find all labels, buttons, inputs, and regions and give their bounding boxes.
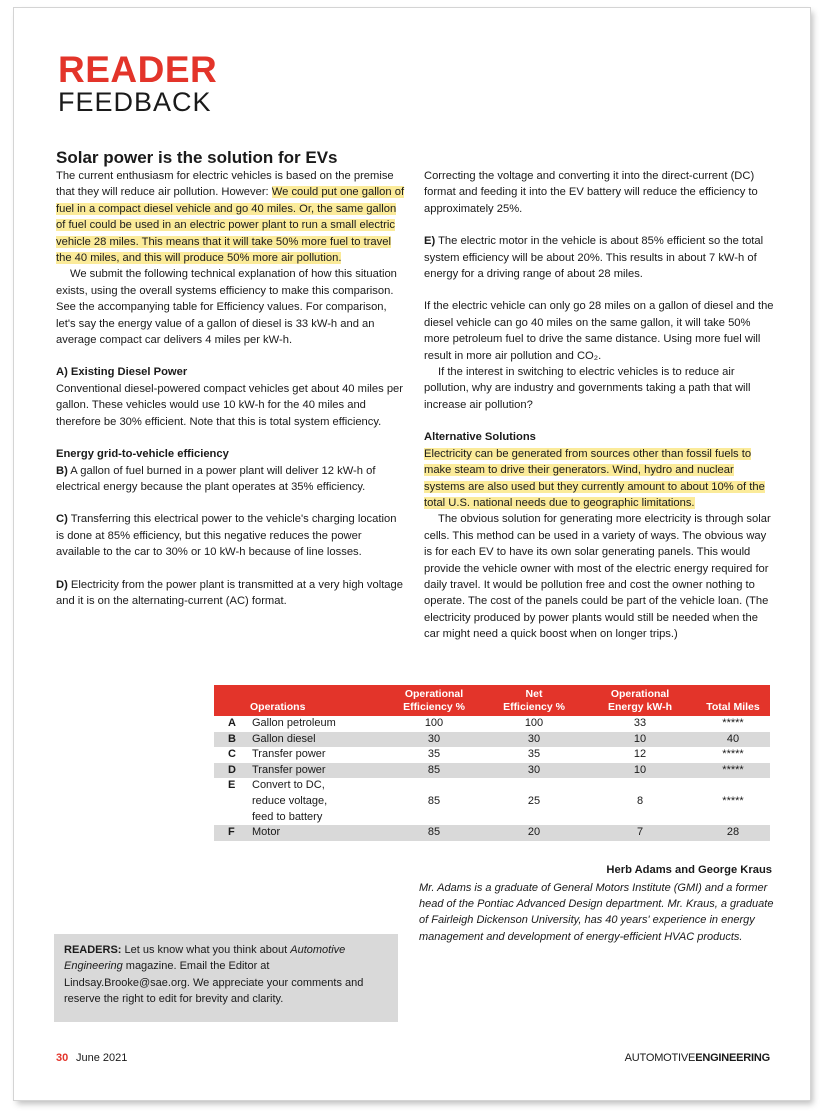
publication-brand — [614, 1052, 770, 1064]
row-op-eff: 30 — [384, 732, 484, 748]
label-e: E) — [424, 235, 436, 248]
row-miles: ***** — [722, 794, 744, 807]
intro-text: The current enthusiasm for electric vehicles is based on the premise that they will reduce air pollution. However: — [56, 170, 394, 199]
intro-paragraph — [56, 168, 406, 266]
brand-bold: ENGINEERING — [695, 1052, 770, 1064]
left-column — [56, 168, 406, 609]
paragraph-e — [424, 233, 774, 282]
readers-text-2: magazine. Email the Editor at Lindsay.Brooke@sae.org. We appreciate your comments and reserve the right to edit for brevity and clarity. — [64, 960, 364, 1006]
row-op-eff: 85 — [384, 825, 484, 841]
author-bio: Mr. Adams is a graduate of General Motors Institute (GMI) and a former head of the Pontiac Advanced Design department. Mr. Kraus, a graduate of Fairleigh Dickenson University, has 40 years' experience in energy management and development of energy-efficient HVAC products. — [419, 882, 774, 943]
row-net-eff: 20 — [484, 825, 584, 841]
section-header-feedback: FEEDBACK — [58, 87, 212, 117]
paragraph-d-continued: Correcting the voltage and converting it into the direct-current (DC) format and feeding it into the EV battery will reduce the efficiency to approximately 25%. — [424, 170, 758, 215]
row-energy: 12 — [633, 748, 647, 761]
row-key: F — [214, 825, 248, 841]
row-net-eff: 100 — [524, 717, 544, 729]
table-row — [214, 732, 770, 748]
readers-label: READERS: — [64, 944, 122, 956]
header-net-eff-line1: Net — [525, 688, 543, 700]
row-energy: 8 — [636, 794, 644, 807]
row-operation-line1: Convert to DC, — [252, 779, 325, 792]
magazine-page — [14, 8, 810, 1100]
header-total-miles — [696, 685, 770, 716]
paragraph-alternative — [424, 446, 774, 512]
row-operation-line2: reduce voltage, — [252, 794, 328, 807]
header-op-energy-line2: Energy kW-h — [608, 701, 672, 713]
row-net-eff: 30 — [484, 732, 584, 748]
text-b: A gallon of fuel burned in a power plant will deliver 12 kW-h of electrical energy because the plant operates at 35% efficiency. — [56, 464, 376, 493]
row-op-eff: 100 — [424, 717, 444, 729]
paragraph-c — [56, 511, 406, 560]
row-operation: Gallon diesel — [248, 732, 384, 748]
highlighted-alternative-text: Electricity can be generated from sources other than fossil fuels to make steam to drive their generators. Wind, hydro and nuclear systems are also used but they currently amount to about 10% of the total U.S. national needs due to geographic limitations. — [424, 447, 765, 509]
row-key: C — [228, 748, 236, 761]
text-e: The electric motor in the vehicle is about 85% efficient so the total system efficiency will be about 20%. This results in about 7 kW-h of energy for a driving range of about 28 miles. — [424, 235, 764, 281]
text-d: Electricity from the power plant is transmitted at a very high voltage and it is on the alternating-current (AC) format. — [56, 578, 403, 607]
issue-date: June 2021 — [76, 1052, 128, 1064]
row-miles: ***** — [722, 717, 744, 729]
table-row — [214, 716, 770, 732]
row-key: B — [214, 732, 248, 748]
header-net-efficiency — [484, 685, 584, 716]
text-c: Transferring this electrical power to the vehicle's charging location is done at 85% efficiency, but this negative reduces the power available to the car to 30% or 10 kW-h because of line losses. — [56, 513, 397, 559]
row-net-eff: 35 — [527, 748, 541, 761]
table-row — [214, 763, 770, 779]
readers-text-1: Let us know what you think about — [121, 944, 291, 956]
row-net-eff: 30 — [484, 763, 584, 779]
paragraph-b — [56, 463, 406, 496]
row-operation — [248, 778, 384, 825]
row-key: A — [228, 717, 236, 729]
row-key: D — [214, 763, 248, 779]
header-op-energy-line1: Operational — [610, 688, 670, 700]
header-operational-efficiency — [384, 685, 484, 716]
row-energy: 10 — [584, 732, 696, 748]
table-row — [214, 825, 770, 841]
row-op-eff: 35 — [427, 748, 441, 761]
row-miles: 40 — [696, 732, 770, 748]
author-signature: Herb Adams and George Kraus — [606, 864, 772, 876]
header-total-miles-label: Total Miles — [706, 701, 760, 713]
magazine-name: Automotive Engineering — [64, 944, 346, 973]
row-key: E — [228, 779, 236, 792]
page-number: 30 — [56, 1052, 69, 1064]
heading-grid-efficiency: Energy grid-to-vehicle efficiency — [56, 448, 229, 461]
article-title: Solar power is the solution for EVs — [56, 148, 338, 167]
heading-alternative-solutions: Alternative Solutions — [424, 431, 536, 444]
row-operation: Motor — [248, 825, 384, 841]
paragraph-a: Conventional diesel-powered compact vehicles get about 40 miles per gallon. These vehicles would use 10 kW-h for the 40 miles and therefore be 30% efficient. Note that this is total system efficiency. — [56, 382, 404, 428]
row-energy: 10 — [584, 763, 696, 779]
header-operational-energy — [584, 685, 696, 716]
row-energy: 7 — [584, 825, 696, 841]
header-operations-label: Operations — [250, 701, 306, 713]
explanation-paragraph: We submit the following technical explanation of how this situation exists, using the overall systems efficiency to make this comparison. See the accompanying table for Efficiency values. For comparison, let's say the energy value of a gallon of diesel is 33 kW-h and an average compact car delivers 4 miles per kW-h. — [56, 268, 397, 347]
header-op-eff-line2: Efficiency % — [403, 701, 465, 713]
row-energy: 33 — [633, 717, 647, 729]
row-operation: Transfer power — [248, 763, 384, 779]
paragraph-comparison: If the electric vehicle can only go 28 miles on a gallon of diesel and the diesel vehicle can go 40 miles on the same gallon, it will take 50% more petroleum fuel to drive the same distance. Using more fuel will result in more air pollution and CO₂. — [424, 300, 774, 362]
right-column — [424, 168, 774, 643]
header-op-eff-line1: Operational — [404, 688, 464, 700]
paragraph-solar: The obvious solution for generating more electricity is through solar cells. This method can be used in a variety of ways. The obvious way is for each EV to have its own solar generating panels. This would provide the vehicle owner with most of the electric energy required for daily travel. It would be pollution free and cost the owner nothing to operate. The cost of the panels could be part of the vehicle loan. (The electricity produced by power plants would still be needed when the car might need a quick boost when on longer trips.) — [424, 513, 771, 641]
row-op-eff: 85 — [384, 763, 484, 779]
readers-callout-box — [54, 934, 398, 1022]
header-operations — [248, 685, 384, 716]
header-net-eff-line2: Efficiency % — [503, 701, 565, 713]
row-op-eff: 85 — [427, 794, 441, 807]
table-row — [214, 747, 770, 763]
label-c: C) — [56, 513, 68, 526]
section-header-reader: READER — [58, 49, 218, 90]
row-miles: ***** — [696, 763, 770, 779]
label-d: D) — [56, 578, 68, 591]
row-operation: Transfer power — [252, 748, 326, 761]
table-header-row — [214, 685, 770, 716]
highlighted-text: We could put one gallon of fuel in a compact diesel vehicle and go 40 miles. Or, the same gallon of fuel could be used in an electric power plant to run a small electric vehicle 28 miles. This means that it will take 50% more fuel to travel the 40 miles, and this will produce 50% more air pollution. — [56, 186, 405, 265]
row-miles: 28 — [696, 825, 770, 841]
row-net-eff: 25 — [527, 794, 541, 807]
row-operation: Gallon petroleum — [252, 717, 336, 729]
header-key — [214, 685, 248, 716]
row-operation-line3: feed to battery — [252, 810, 323, 823]
paragraph-question: If the interest in switching to electric vehicles is to reduce air pollution, why are industry and governments taking a path that will increase air pollution? — [424, 366, 751, 411]
table-row — [214, 778, 770, 825]
row-miles: ***** — [722, 748, 744, 761]
brand-light: AUTOMOTIVE — [624, 1052, 696, 1064]
heading-existing-diesel: A) Existing Diesel Power — [56, 366, 188, 379]
label-b: B) — [56, 464, 68, 477]
paragraph-d — [56, 577, 406, 610]
efficiency-table — [214, 685, 770, 841]
